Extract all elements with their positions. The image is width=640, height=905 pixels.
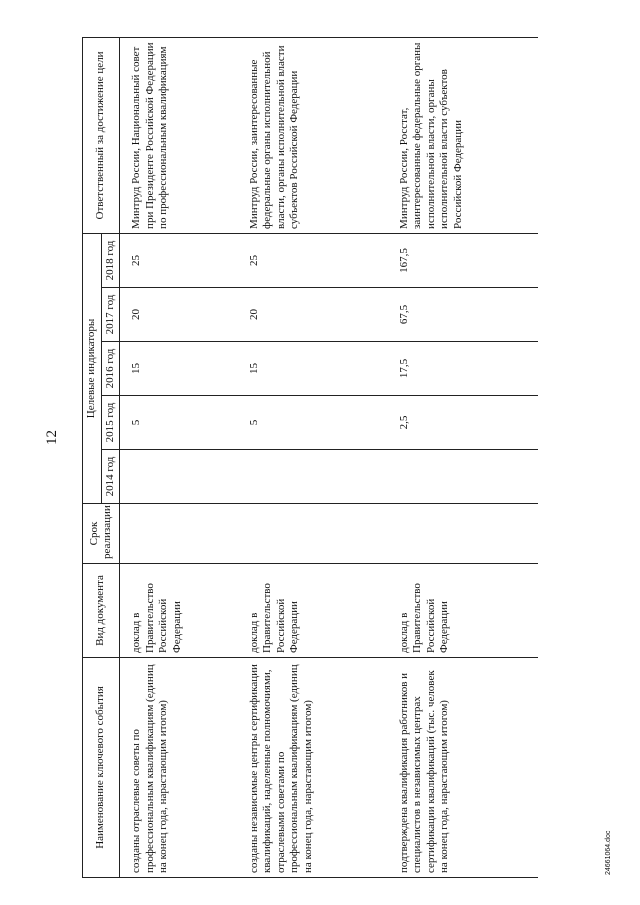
value-cell-2016: 15	[238, 342, 388, 396]
value-cell-2015: 2,5	[388, 396, 538, 450]
table-body	[120, 37, 538, 877]
value-cell-2015: 5	[238, 396, 388, 450]
header-year: 2015 год	[101, 396, 120, 450]
header-doc-type: Вид документа	[83, 564, 120, 658]
doc-type-cell: доклад в Правительство Российской Федерации	[238, 564, 388, 658]
responsible-cell: Минтруд России, Национальный совет при Президенте Российской Федерации по профессиональным квалификациям	[120, 37, 238, 233]
responsible-cell: Минтруд России, заинтересованные федеральные органы исполнительной власти, органы исполнительной власти субъектов Российской Федерации	[238, 37, 388, 233]
doc-type-cell: доклад в Правительство Российской Федерации	[120, 564, 238, 658]
header-event-name: Наименование ключевого события	[83, 658, 120, 878]
header-row-top	[83, 37, 102, 877]
value-cell-2015: 5	[120, 396, 238, 450]
value-cell-2018: 25	[120, 233, 238, 287]
value-cell-2014	[120, 450, 238, 504]
table-row	[388, 37, 538, 877]
value-cell-2018: 25	[238, 233, 388, 287]
document-id: 24661064.doc	[605, 830, 612, 875]
header-term: Срок реализации	[83, 504, 120, 564]
term-cell	[388, 504, 538, 564]
rotated-table-container	[82, 38, 570, 878]
term-cell	[238, 504, 388, 564]
value-cell-2014	[388, 450, 538, 504]
key-events-table	[82, 37, 538, 878]
header-year: 2016 год	[101, 342, 120, 396]
table-row	[120, 37, 238, 877]
table-header	[83, 37, 120, 877]
doc-type-cell: доклад в Правительство Российской Федерации	[388, 564, 538, 658]
header-target-indicators: Целевые индикаторы	[83, 233, 102, 503]
term-cell	[120, 504, 238, 564]
header-responsible: Ответственный за достижение цели	[83, 37, 120, 233]
event-name-cell: созданы отраслевые советы по профессиональным квалификациям (единиц на конец года, нарастающим итогом)	[120, 658, 238, 878]
value-cell-2018: 167,5	[388, 233, 538, 287]
page-number: 12	[44, 430, 60, 445]
header-year: 2018 год	[101, 233, 120, 287]
value-cell-2017: 20	[238, 288, 388, 342]
value-cell-2017: 20	[120, 288, 238, 342]
header-year: 2014 год	[101, 450, 120, 504]
responsible-cell: Минтруд России, Росстат, заинтересованные федеральные органы исполнительной власти, органы исполнительной власти субъектов Российской Федерации	[388, 37, 538, 233]
header-year: 2017 год	[101, 288, 120, 342]
value-cell-2016: 17,5	[388, 342, 538, 396]
table-row	[238, 37, 388, 877]
event-name-cell: созданы независимые центры сертификации квалификаций, наделенные полномочиями, отраслевыми советами по профессиональным квалификациям (единиц на конец года, нарастающим итогом)	[238, 658, 388, 878]
event-name-cell: подтверждена квалификация работников и специалистов в независимых центрах сертификации квалификаций (тыс. человек на конец года, нарастающим итогом)	[388, 658, 538, 878]
value-cell-2014	[238, 450, 388, 504]
value-cell-2016: 15	[120, 342, 238, 396]
value-cell-2017: 67,5	[388, 288, 538, 342]
